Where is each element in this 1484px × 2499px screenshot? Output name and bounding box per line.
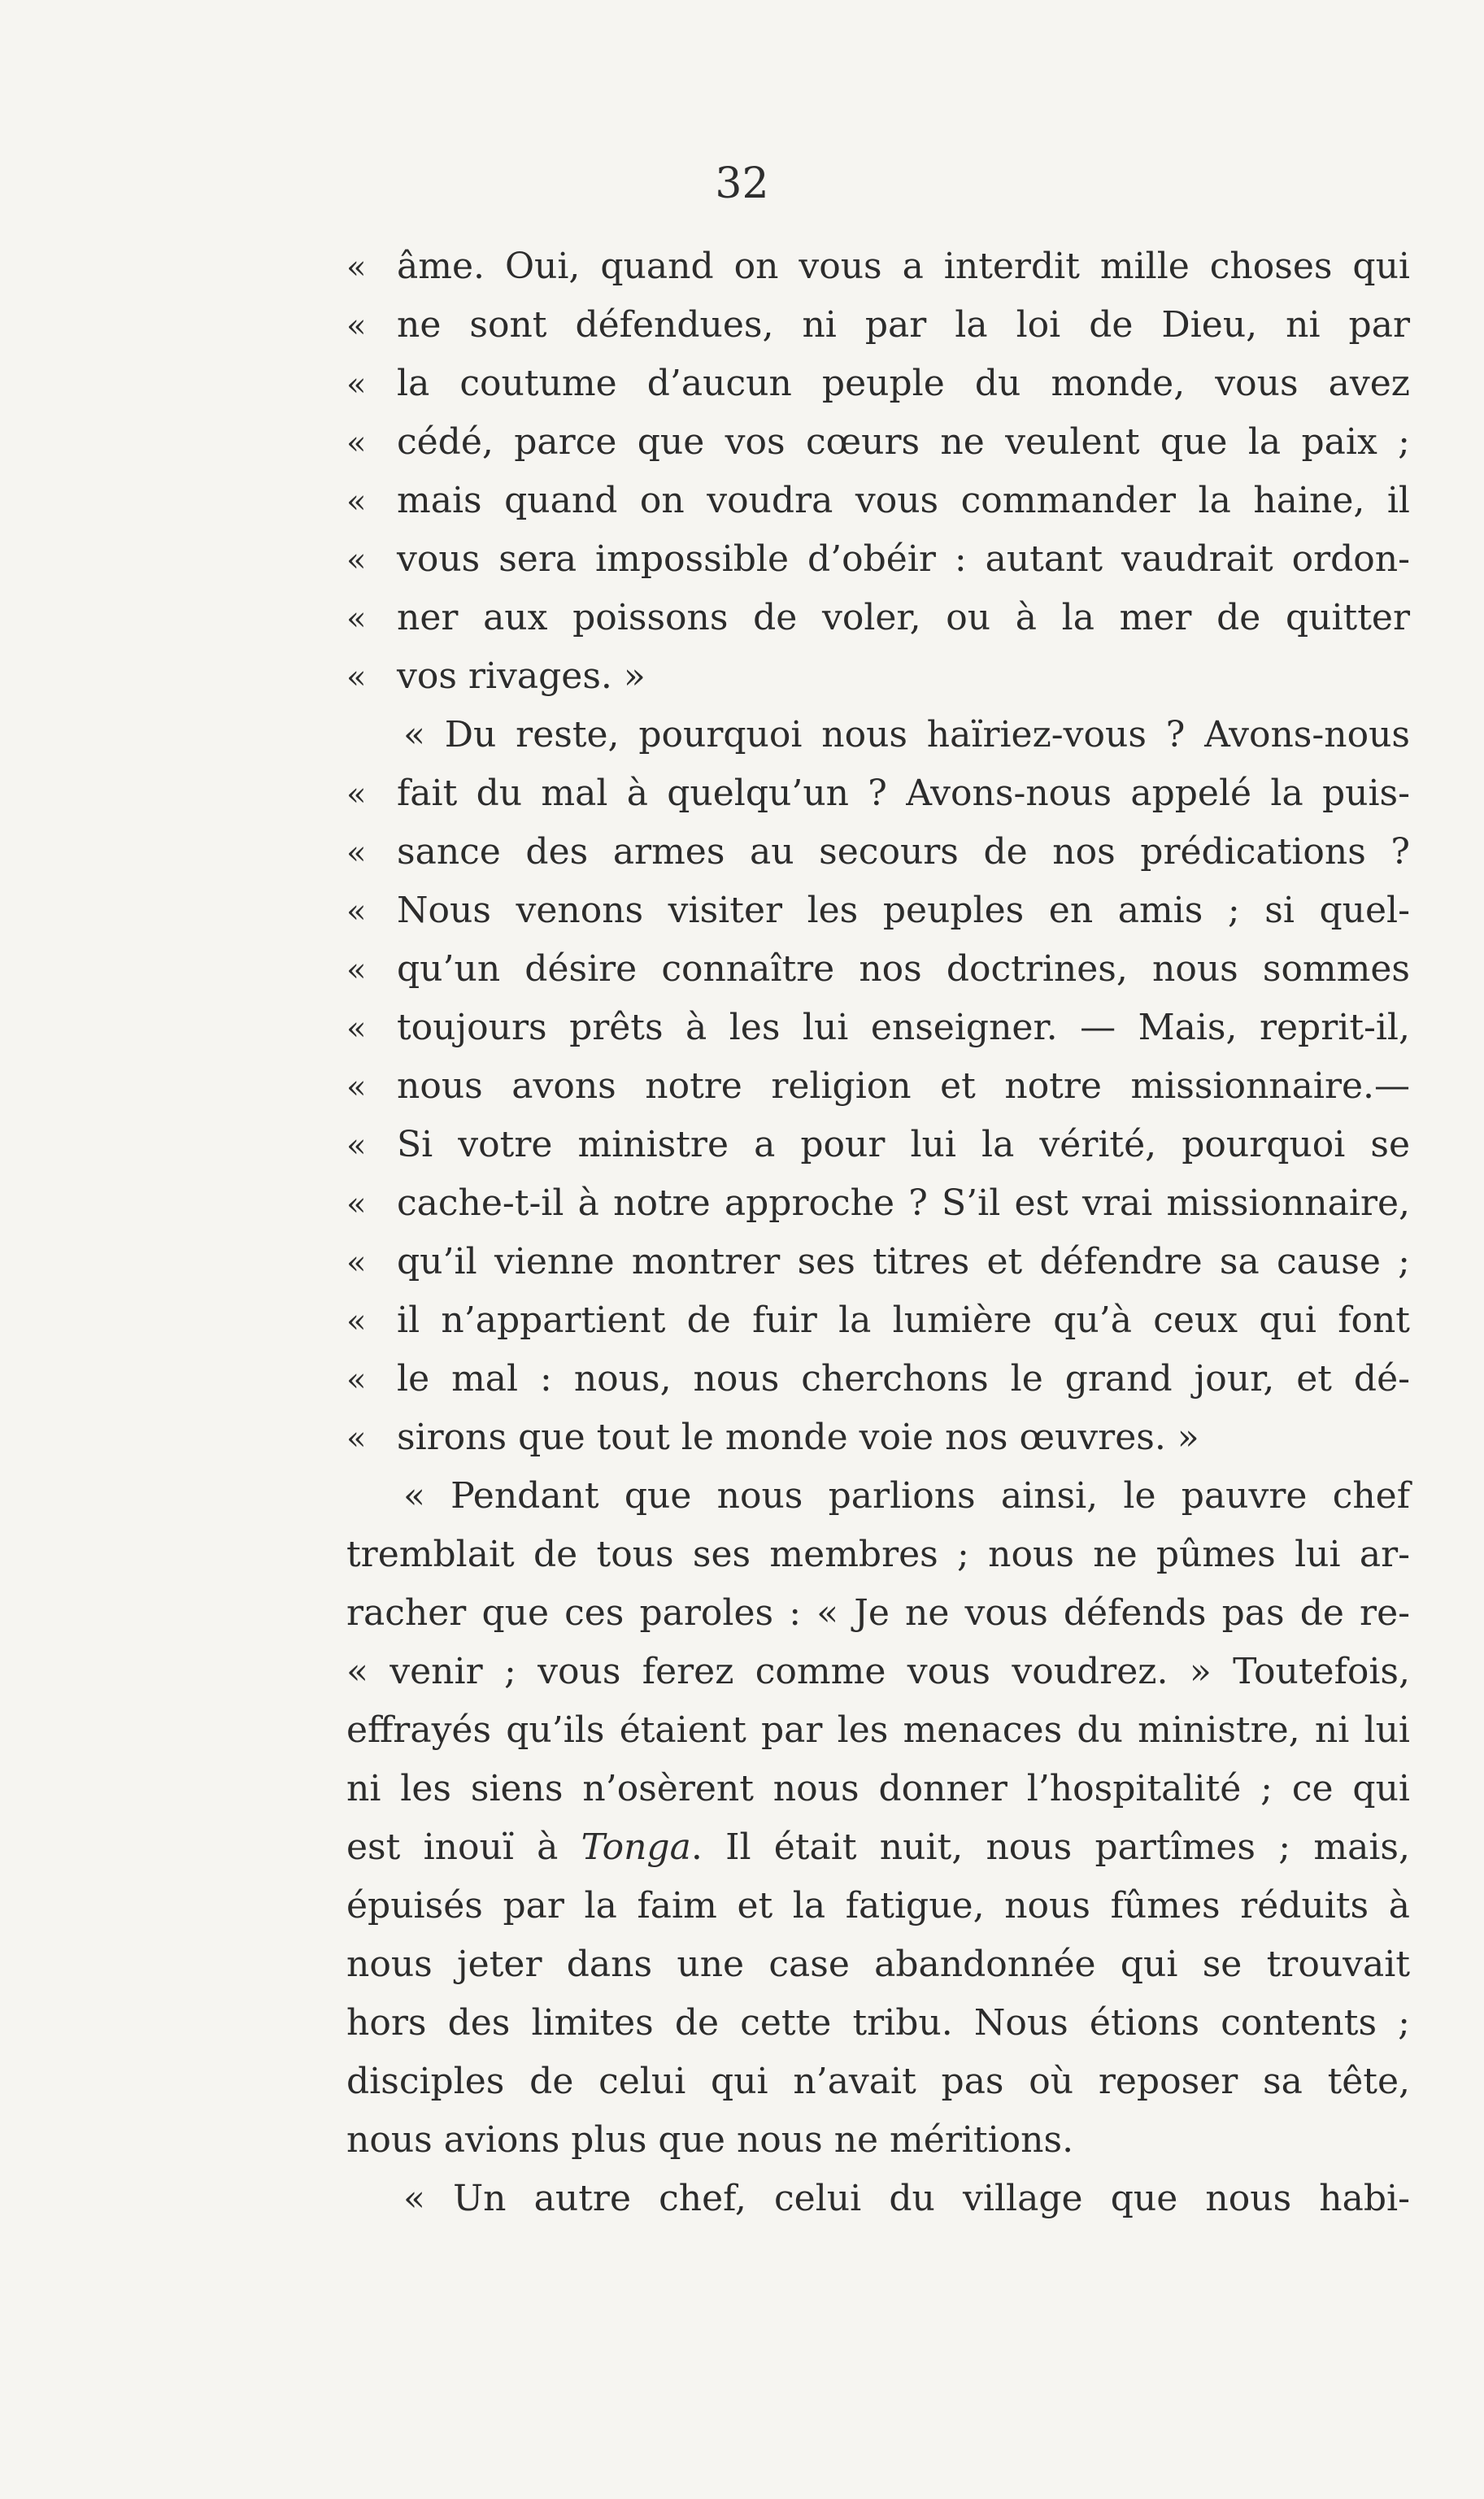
text-line xyxy=(346,1698,1410,1763)
line-text-before: est inouï à xyxy=(346,1826,581,1868)
text-line xyxy=(346,1112,1410,1178)
line-text: il n’appartient de fuir la lumière qu’à ceux qui font xyxy=(397,1300,1410,1341)
line-text: ne sont défendues, ni par la loi de Dieu, ni par xyxy=(397,304,1410,346)
line-text: effrayés qu’ils étaient par les menaces du ministre, ni lui xyxy=(346,1709,1410,1751)
quote-mark: « xyxy=(346,1303,367,1340)
text-line xyxy=(346,1639,1410,1704)
line-text-after: . Il était nuit, nous partîmes ; mais, xyxy=(690,1826,1410,1868)
text-line xyxy=(346,293,1410,358)
text-line xyxy=(346,1581,1410,1646)
line-text: disciples de celui qui n’avait pas où reposer sa tête, xyxy=(346,2061,1410,2102)
text-line xyxy=(346,1054,1410,1119)
text-line xyxy=(403,2166,1410,2231)
quote-mark: « xyxy=(346,424,367,462)
line-text: le mal : nous, nous cherchons le grand jour, et dé- xyxy=(397,1358,1410,1400)
line-text: cache-t-il à notre approche ? S’il est vrai missionnaire, xyxy=(397,1182,1410,1224)
line-text: Nous venons visiter les peuples en amis ; si quel- xyxy=(397,890,1410,931)
text-line xyxy=(346,410,1410,475)
line-text: « venir ; vous ferez comme vous voudrez. » Toutefois, xyxy=(346,1651,1410,1692)
line-text: Si votre ministre a pour lui la vérité, pourquoi se xyxy=(397,1124,1410,1165)
line-text: racher que ces paroles : « Je ne vous défends pas de re- xyxy=(346,1592,1410,1634)
text-line xyxy=(346,351,1410,416)
quote-mark: « xyxy=(346,307,367,345)
text-line xyxy=(346,1522,1410,1587)
text-line xyxy=(346,878,1410,943)
quote-mark: « xyxy=(346,1010,367,1047)
text-line xyxy=(346,586,1410,651)
quote-mark: « xyxy=(346,893,367,930)
line-text: ni les siens n’osèrent nous donner l’hospitalité ; ce qui xyxy=(346,1768,1410,1809)
text-line xyxy=(346,1932,1410,1997)
line-text-italic: Tonga xyxy=(581,1826,691,1868)
quote-mark: « xyxy=(346,366,367,403)
quote-mark: « xyxy=(346,776,367,813)
text-line xyxy=(346,995,1410,1060)
text-line xyxy=(346,468,1410,533)
quote-mark: « xyxy=(346,951,367,989)
line-text: vous sera impossible d’obéir : autant vaudrait ordon- xyxy=(397,538,1410,580)
line-text: tremblait de tous ses membres ; nous ne pûmes lui ar- xyxy=(346,1534,1410,1575)
quote-mark: « xyxy=(346,834,367,872)
quote-mark: « xyxy=(346,1361,367,1399)
quote-mark: « xyxy=(346,1186,367,1223)
line-text: nous jeter dans une case abandonnée qui se trouvait xyxy=(346,1944,1410,1985)
quote-mark: « xyxy=(346,249,367,286)
quote-mark: « xyxy=(346,1127,367,1165)
text-line xyxy=(346,1171,1410,1236)
text-line xyxy=(346,234,1410,299)
line-text: sirons que tout le monde voie nos œuvres. » xyxy=(397,1417,1199,1458)
line-text: nous avions plus que nous ne méritions. xyxy=(346,2119,1074,2161)
quote-mark: « xyxy=(346,1420,367,1457)
text-line xyxy=(346,1230,1410,1295)
text-line xyxy=(346,1757,1410,1822)
text-line xyxy=(346,1405,1199,1470)
text-line xyxy=(346,527,1410,592)
page-number: 32 xyxy=(715,159,769,208)
line-text: sance des armes au secours de nos prédications ? xyxy=(397,831,1410,873)
line-text: hors des limites de cette tribu. Nous étions contents ; xyxy=(346,2002,1410,2044)
quote-mark: « xyxy=(346,483,367,520)
line-text: toujours prêts à les lui enseigner. — Mais, reprit-il, xyxy=(397,1007,1410,1048)
text-line xyxy=(346,2108,1073,2173)
line-text: qu’un désire connaître nos doctrines, nous sommes xyxy=(397,948,1410,990)
text-line xyxy=(403,703,1410,768)
quote-mark: « xyxy=(346,600,367,638)
line-text: qu’il vienne montrer ses titres et défendre sa cause ; xyxy=(397,1241,1410,1282)
quote-mark: « xyxy=(346,1069,367,1106)
line-text: cédé, parce que vos cœurs ne veulent que la paix ; xyxy=(397,421,1410,463)
quote-mark: « xyxy=(346,542,367,579)
line-text: « Un autre chef, celui du village que nous habi- xyxy=(403,2178,1410,2219)
line-text: mais quand on voudra vous commander la haine, il xyxy=(397,480,1410,521)
text-line xyxy=(346,1815,1410,1880)
text-line xyxy=(346,820,1410,885)
text-line xyxy=(346,2049,1410,2114)
line-text: « Du reste, pourquoi nous haïriez-vous ? Avons-nous xyxy=(403,714,1410,755)
quote-mark: « xyxy=(346,659,367,696)
text-line xyxy=(346,1874,1410,1939)
line-text: la coutume d’aucun peuple du monde, vous avez xyxy=(397,363,1410,404)
line-text: fait du mal à quelqu’un ? Avons-nous appelé la puis- xyxy=(397,773,1410,814)
text-line xyxy=(346,1347,1410,1412)
line-text: épuisés par la faim et la fatigue, nous fûmes réduits à xyxy=(346,1885,1410,1926)
text-line xyxy=(346,937,1410,1002)
line-text: « Pendant que nous parlions ainsi, le pauvre chef xyxy=(403,1475,1410,1517)
line-text: ner aux poissons de voler, ou à la mer de quitter xyxy=(397,597,1410,638)
text-line xyxy=(346,1991,1410,2056)
quote-mark: « xyxy=(346,1244,367,1282)
line-text: vos rivages. » xyxy=(397,655,646,697)
line-text: nous avons notre religion et notre missionnaire.— xyxy=(397,1065,1410,1107)
text-line xyxy=(346,644,646,709)
line-text: âme. Oui, quand on vous a interdit mille choses qui xyxy=(397,246,1410,287)
text-line xyxy=(346,761,1410,826)
text-line xyxy=(346,1288,1410,1353)
text-line xyxy=(403,1464,1410,1529)
